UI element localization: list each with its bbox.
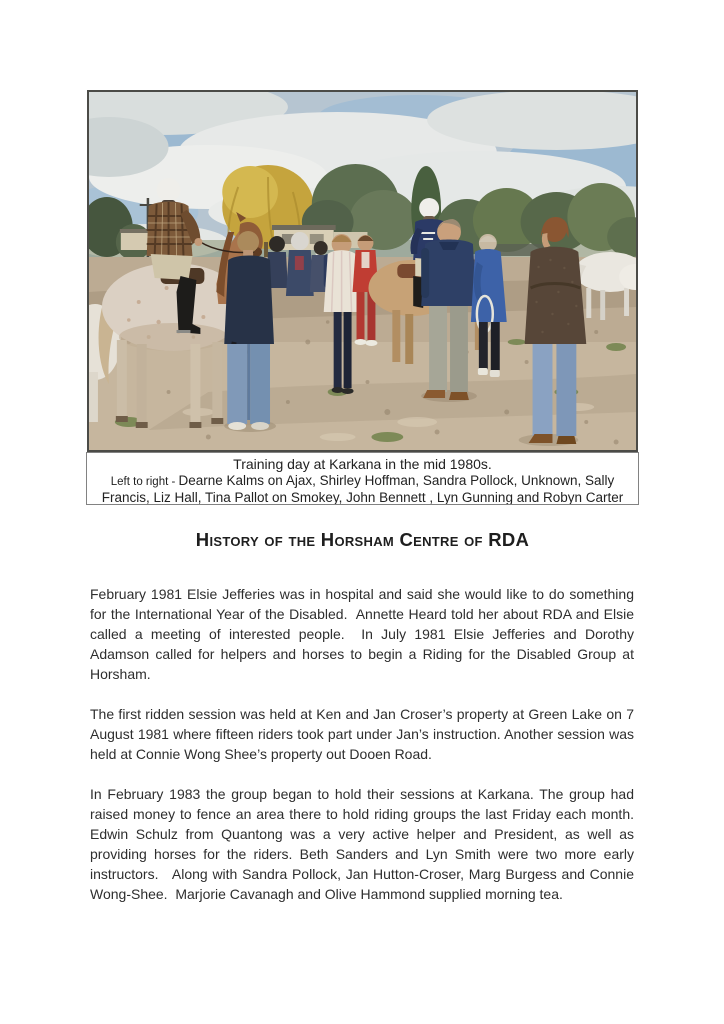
page-title: History of the Horsham Centre of RDA [195,529,530,550]
background-helpers [266,232,332,296]
photo-caption [86,452,639,505]
photograph [87,90,638,452]
helper-navy-sweater [224,231,276,432]
body-paragraph-1: February 1981 Elsie Jefferies was in hospital and said she would like to do something for the International Year of the Disabled. Annette Heard told her about RDA and Elsie called a meeting of interested people. In July 1981 Elsie Jefferies and Dorothy Adamson called for helpers and horses to begin a Riding for the Disabled Group at Horsham. [90,586,638,682]
caption-names [93,473,632,505]
caption-prefix: Left to right - [110,476,179,488]
body-text [90,584,638,924]
caption-names-text: Dearne Kalms on Ajax, Shirley Hoffman, Sandra Pollock, Unknown, Sally Francis, Liz Hall, Tina Pallot on Smokey, John Bennett , Lyn Gunning and Robyn Carter [101,473,624,505]
photo-scene [89,92,636,450]
body-paragraph-2: The first ridden session was held at Ken and Jan Croser’s property at Green Lake on 7 August 1981 where fifteen riders took part under Jan’s instruction. Another session was held at Connie Wong Shee’s property out Dooen Road. [90,706,638,762]
body-paragraph-3: In February 1983 the group began to hold their sessions at Karkana. The group had raised money to fence an area there to hold riding groups the last Friday each month. Edwin Schulz from Quantong was a very active helper and President, as well as providing horses for the riders. Beth Sanders and Lyn Smith were two more early instructors. Along with Sandra Pollock, Jan Hutton-Croser, Marg Burgess and Connie Wong-Shee. Marjorie Cavanagh and Olive Hammond supplied morning tea. [90,786,638,902]
caption-title: Training day at Karkana in the mid 1980s. [233,456,492,472]
